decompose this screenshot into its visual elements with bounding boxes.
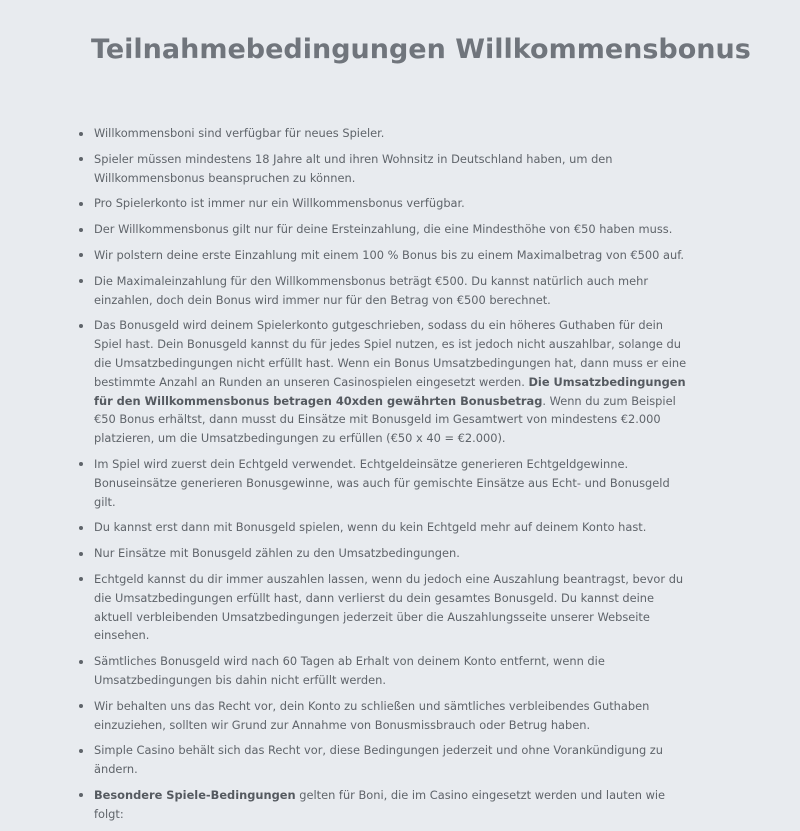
list-item xyxy=(77,697,689,735)
list-item-bold-text: Die Umsatzbedingungen für den Willkommensbonus betragen 40xden gewährten Bonusbetrag xyxy=(94,374,686,408)
list-item xyxy=(77,316,689,448)
list-item xyxy=(77,741,689,779)
bullet-icon xyxy=(79,552,83,556)
bullet-icon xyxy=(79,132,83,136)
bullet-icon xyxy=(79,202,83,206)
bullet-icon xyxy=(79,749,83,753)
list-item xyxy=(77,652,689,690)
bullet-icon xyxy=(79,577,83,581)
bullet-icon xyxy=(79,704,83,708)
list-item-text: Das Bonusgeld wird deinem Spielerkonto gutgeschrieben, sodass du ein höheres Guthaben für dein Spiel hast. Dein Bonusgeld kannst du für jedes Spiel nutzen, es ist jedoch nicht auszahlbar, solange du die Umsatzbedingungen nicht erfüllt hast. Wenn ein Bonus Umsatzbedingungen hat, dann muss er eine bestimmte Anzahl an Runden an unseren Casinospielen eingesetzt werden. xyxy=(94,318,687,389)
list-item-text: Die Maximaleinzahlung für den Willkommensbonus beträgt €500. Du kannst natürlich auch mehr einzahlen, doch dein Bonus wird immer nur für den Betrag von €500 berechnet. xyxy=(94,273,649,307)
list-item xyxy=(77,272,689,310)
list-item xyxy=(77,570,689,645)
bullet-icon xyxy=(79,279,83,283)
list-item xyxy=(77,194,689,213)
list-item-text: Im Spiel wird zuerst dein Echtgeld verwendet. Echtgeldeinsätze generieren Echtgeldgewinne. Bonuseinsätze generieren Bonusgewinne, was auch für gemischte Einsätze aus Echt- und Bonusgeld gilt. xyxy=(94,456,670,509)
bullet-icon xyxy=(79,793,83,797)
list-item-text: . Wenn du zum Beispiel €50 Bonus erhältst, dann musst du Einsätze mit Bonusgeld im Gesamtwert von mindestens €2.000 platzieren, um die Umsatzbedingungen zu erfüllen (€50 x 40 = €2.000). xyxy=(94,393,676,446)
list-item xyxy=(77,544,689,563)
bullet-icon xyxy=(79,660,83,664)
list-item xyxy=(77,455,689,511)
list-item-text: Pro Spielerkonto ist immer nur ein Willkommensbonus verfügbar. xyxy=(94,196,465,211)
list-item-text: Du kannst erst dann mit Bonusgeld spielen, wenn du kein Echtgeld mehr auf deinem Konto hast. xyxy=(94,520,647,535)
bullet-icon xyxy=(79,253,83,257)
list-item-text: Der Willkommensbonus gilt nur für deine Ersteinzahlung, die eine Mindesthöhe von €50 haben muss. xyxy=(94,222,673,237)
list-item-text: Echtgeld kannst du dir immer auszahlen lassen, wenn du jedoch eine Auszahlung beantragst, bevor du die Umsatzbedingungen erfüllt hast, dann verlierst du dein gesamtes Bonusgeld. Du kannst deine aktuell verbleibenden Umsatzbedingungen jederzeit über die Auszahlungsseite unserer Webseite einsehen. xyxy=(94,571,684,643)
list-item xyxy=(77,786,689,824)
bullet-icon xyxy=(79,462,83,466)
bullet-icon xyxy=(79,324,83,328)
list-item-text: gelten für Boni, die im Casino eingesetzt werden und lauten wie folgt: xyxy=(94,787,666,821)
bullet-icon xyxy=(79,157,83,161)
list-item-text: Sämtliches Bonusgeld wird nach 60 Tagen ab Erhalt von deinem Konto entfernt, wenn die Umsatzbedingungen bis dahin nicht erfüllt werden. xyxy=(94,654,605,687)
list-item xyxy=(77,518,689,537)
terms-list xyxy=(77,124,689,831)
list-item xyxy=(77,220,689,239)
bullet-icon xyxy=(79,526,83,530)
list-item-text: Willkommensboni sind verfügbar für neues Spieler. xyxy=(94,126,385,140)
bullet-icon xyxy=(79,228,83,232)
list-item-text: Simple Casino behält sich das Recht vor, diese Bedingungen jederzeit und ohne Vorankündigung zu ändern. xyxy=(94,743,663,777)
list-item-text: Nur Einsätze mit Bonusgeld zählen zu den Umsatzbedingungen. xyxy=(94,546,460,561)
page-title: Teilnahmebedingungen Willkommensbonus xyxy=(91,34,751,65)
list-item xyxy=(77,246,689,265)
list-item-text: Wir polstern deine erste Einzahlung mit einem 100 % Bonus bis zu einem Maximalbetrag von €500 auf. xyxy=(94,247,685,262)
list-item-text: Wir behalten uns das Recht vor, dein Konto zu schließen und sämtliches verbleibendes Guthaben einzuziehen, sollten wir Grund zur Annahme von Bonusmissbrauch oder Betrug haben. xyxy=(94,698,650,732)
list-item xyxy=(77,124,689,143)
list-item-text: Spieler müssen mindestens 18 Jahre alt und ihren Wohnsitz in Deutschland haben, um den Willkommensbonus beanspruchen zu können. xyxy=(94,151,613,185)
list-item-bold-text: Besondere Spiele-Bedingungen xyxy=(94,787,296,802)
list-item xyxy=(77,150,689,188)
